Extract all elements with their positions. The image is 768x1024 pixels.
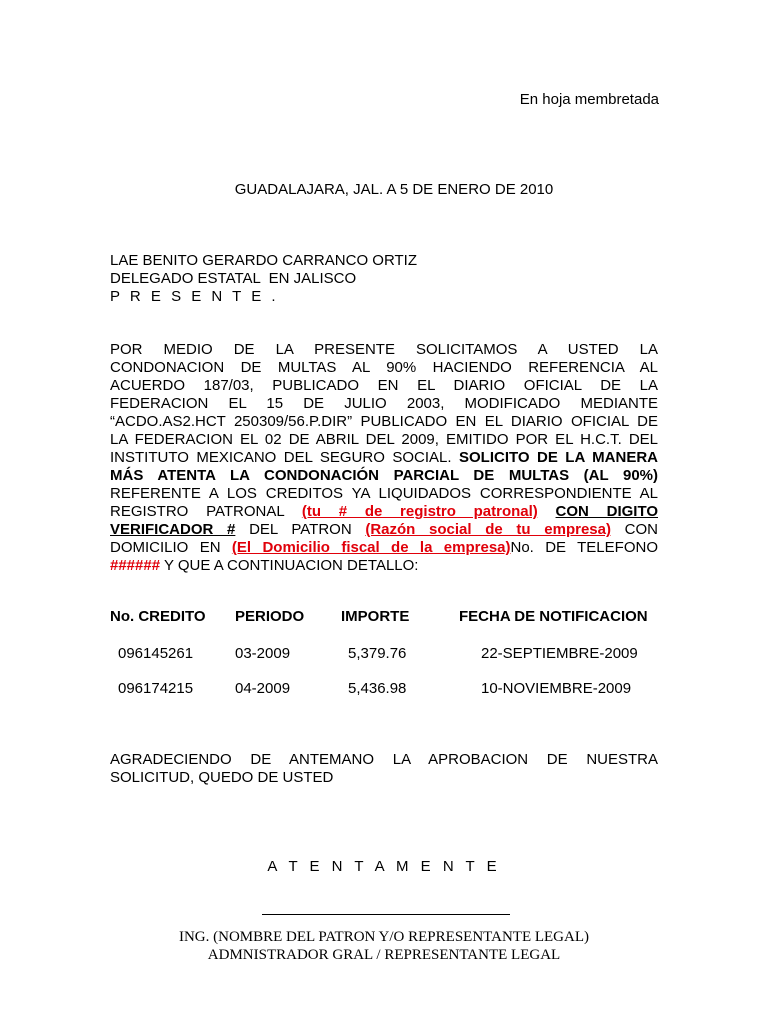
body-text-segment: REGISTRO PATRONAL — [110, 503, 285, 520]
table-header-credito: No. CREDITO — [110, 608, 206, 625]
domicilio-fiscal-placeholder: (El Domicilio fiscal de la empresa) — [231, 539, 511, 556]
table-cell-periodo: 04-2009 — [235, 680, 291, 697]
razon-social-placeholder: (Razón social de tu empresa) — [365, 521, 611, 538]
table-cell-fecha: 22-SEPTIEMBRE-2009 — [481, 645, 638, 662]
body-line — [110, 503, 658, 521]
body-line — [110, 539, 658, 557]
recipient-presente: P R E S E N T E . — [110, 288, 279, 305]
table-cell-importe: 5,436.98 — [348, 680, 407, 697]
body-line: POR MEDIO DE LA PRESENTE SOLICITAMOS A USTED LA — [110, 341, 658, 358]
body-line — [110, 521, 658, 539]
body-text-segment: DEL PATRON — [249, 521, 352, 538]
body-bold-segment: CON DIGITO — [555, 503, 659, 520]
table-cell-fecha: 10-NOVIEMBRE-2009 — [481, 680, 632, 697]
closing-paragraph — [110, 751, 658, 787]
recipient-block — [110, 252, 417, 306]
table-cell-credito: 096174215 — [118, 680, 194, 697]
body-line: “ACDO.AS2.HCT 250309/56.P.DIR” PUBLICADO EN EL DIARIO OFICIAL DE — [110, 413, 658, 430]
table-cell-credito: 096145261 — [118, 645, 194, 662]
recipient-position: DELEGADO ESTATAL EN JALISCO — [110, 270, 357, 287]
body-text-segment: No. DE TELEFONO — [510, 539, 658, 556]
table-header-periodo: PERIODO — [235, 608, 305, 625]
signature-name: ING. (NOMBRE DEL PATRON Y/O REPRESENTANTE LEGAL) — [178, 929, 590, 945]
letterhead-note: En hoja membretada — [519, 91, 659, 108]
table-header-importe: IMPORTE — [341, 608, 410, 625]
recipient-name: LAE BENITO GERARDO CARRANCO ORTIZ — [110, 252, 417, 269]
place-date: GUADALAJARA, JAL. A 5 DE ENERO DE 2010 — [234, 181, 554, 198]
body-text-segment: CON — [624, 521, 658, 538]
body-text-segment: INSTITUTO MEXICANO DEL SEGURO SOCIAL. — [110, 449, 452, 466]
body-line: ACUERDO 187/03, PUBLICADO EN EL DIARIO OFICIAL DE LA — [110, 377, 658, 394]
body-line: LA FEDERACION EL 02 DE ABRIL DEL 2009, EMITIDO POR EL H.C.T. DEL — [110, 431, 658, 448]
body-text-segment: Y QUE A CONTINUACION DETALLO: — [163, 557, 419, 574]
body-line — [110, 557, 658, 575]
letter-body — [110, 341, 658, 575]
closing-line: SOLICITUD, QUEDO DE USTED — [110, 769, 334, 786]
verificador-label: VERIFICADOR # — [110, 521, 236, 538]
telefono-placeholder: ###### — [110, 557, 161, 574]
registro-patronal-placeholder: (tu # de registro patronal) — [301, 503, 538, 520]
atentamente-text: A T E N T A M E N T E — [267, 858, 501, 875]
table-cell-importe: 5,379.76 — [348, 645, 407, 662]
table-cell-periodo: 03-2009 — [235, 645, 291, 662]
body-line: CONDONACION DE MULTAS AL 90% HACIENDO REFERENCIA AL — [110, 359, 658, 376]
table-header-fecha: FECHA DE NOTIFICACION — [459, 608, 648, 625]
body-text-segment: DOMICILIO EN — [110, 539, 221, 556]
signature-title: ADMNISTRADOR GRAL / REPRESENTANTE LEGAL — [207, 947, 561, 963]
body-line — [110, 449, 658, 467]
body-bold-segment: SOLICITO DE LA MANERA — [458, 449, 659, 466]
signature-line — [262, 914, 510, 915]
body-line: MÁS ATENTA LA CONDONACIÓN PARCIAL DE MULTAS (AL 90%) — [110, 467, 658, 484]
body-line: REFERENTE A LOS CREDITOS YA LIQUIDADOS CORRESPONDIENTE AL — [110, 485, 658, 502]
body-line: FEDERACION EL 15 DE JULIO 2003, MODIFICADO MEDIANTE — [110, 395, 658, 412]
closing-line: AGRADECIENDO DE ANTEMANO LA APROBACION DE NUESTRA — [110, 751, 658, 768]
